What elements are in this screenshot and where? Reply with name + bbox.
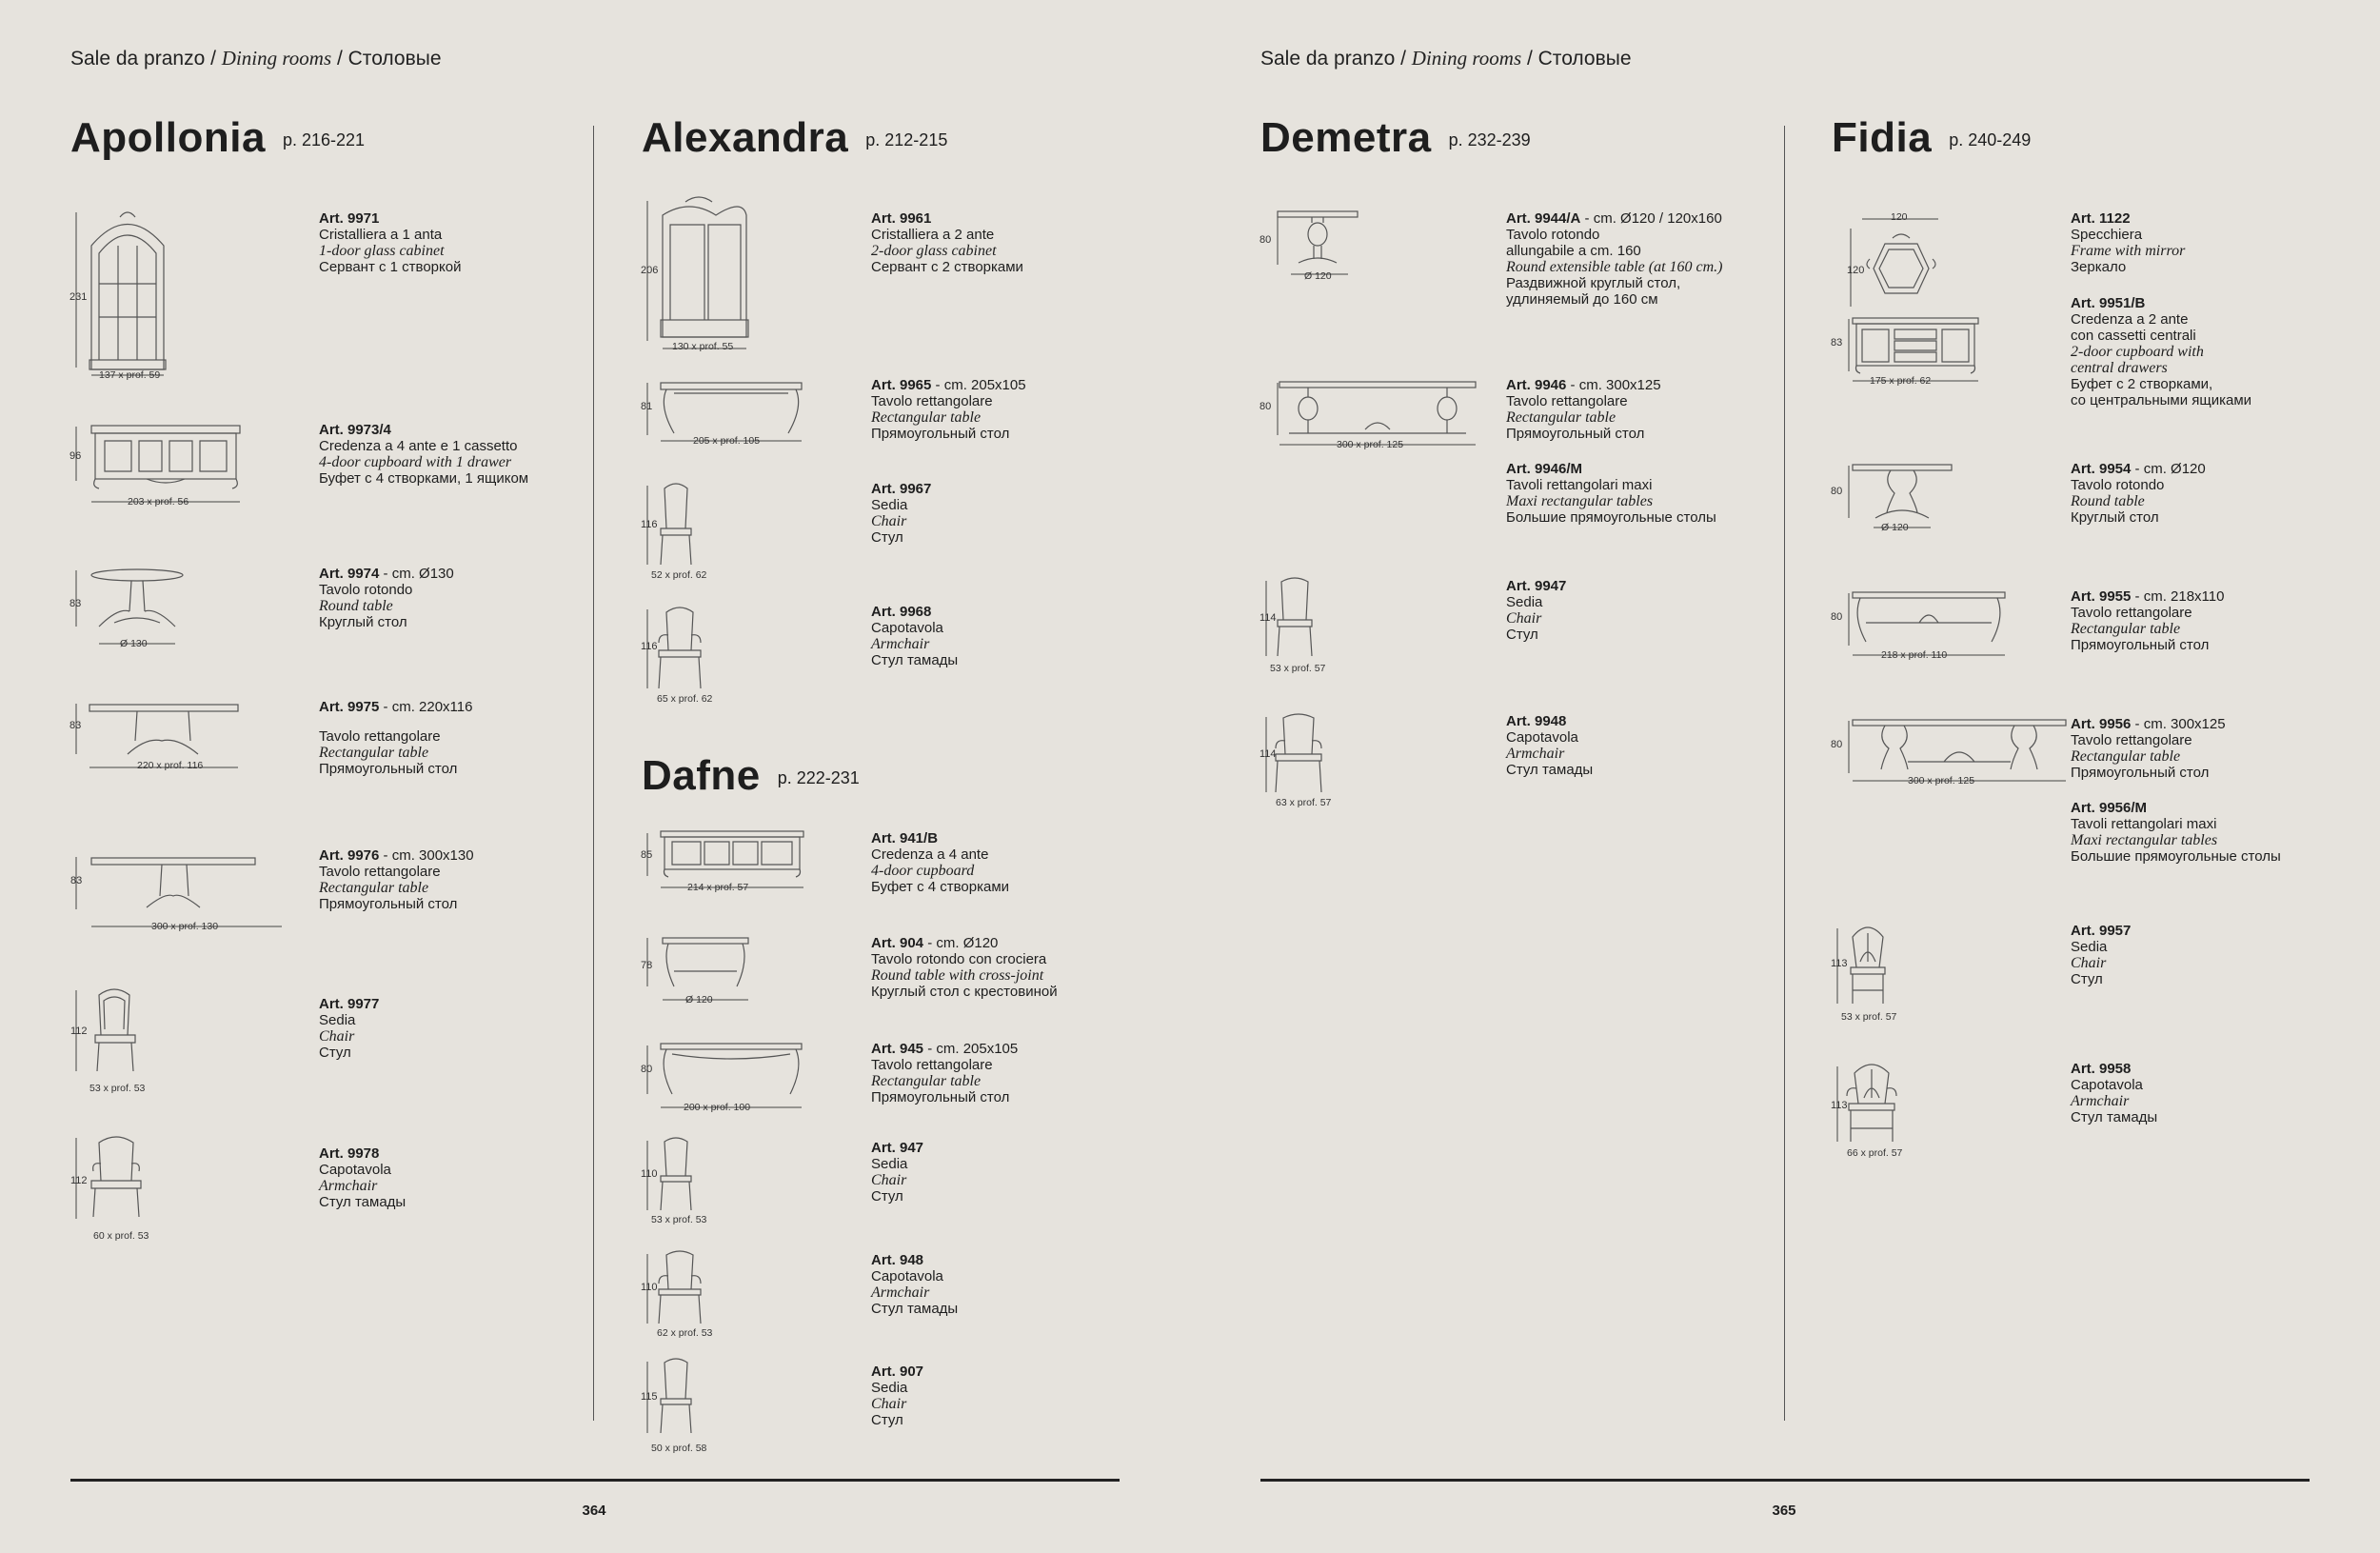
name-russian: Стул тамады	[319, 1194, 407, 1210]
dimension-value: 53 x prof. 53	[651, 1214, 707, 1225]
height-value: 115	[641, 1391, 658, 1403]
article-number: Art. 9965 - cm. 205x105	[871, 377, 1026, 393]
desc-art-9961	[871, 210, 1023, 275]
desc-art-9957	[2071, 923, 2131, 987]
mirror-drawing	[1832, 209, 1965, 314]
page-number-right: 365	[1772, 1503, 1796, 1519]
name-italian: Tavolo rettangolare	[319, 864, 441, 880]
running-header-left: Sale da pranzo / Dining rooms / Столовые	[70, 47, 442, 70]
name-russian: Большие прямоугольные столы	[2071, 848, 2281, 865]
desc-art-9975	[319, 699, 472, 777]
dimension-value: 62 x prof. 53	[657, 1327, 713, 1339]
dimension-value: 137 x prof. 59	[99, 369, 161, 381]
round-table-drawing	[642, 933, 794, 1009]
name-russian-2: со центральными ящиками	[2071, 392, 2252, 408]
running-header-right: Sale da pranzo / Dining rooms / Столовые	[1260, 47, 1632, 70]
name-english: Armchair	[871, 636, 930, 652]
name-english: Chair	[871, 1172, 907, 1188]
collection-pages: p. 212-215	[865, 130, 948, 149]
name-russian: Прямоугольный стол	[2071, 637, 2210, 653]
name-russian: Круглый стол	[319, 614, 407, 630]
name-english: Frame with mirror	[2071, 243, 2186, 259]
name-russian: Большие прямоугольные столы	[1506, 509, 1716, 526]
article-number: Art. 948	[871, 1252, 924, 1268]
name-russian: Сервант с 2 створками	[871, 259, 1023, 275]
article-number: Art. 9956/M	[2071, 800, 2148, 816]
name-italian: Tavolo rettangolare	[2071, 605, 2192, 621]
collection-name: Fidia	[1832, 114, 1933, 161]
name-english: Armchair	[2071, 1093, 2130, 1109]
desc-art-945	[871, 1041, 1018, 1105]
height-value: 116	[641, 519, 658, 530]
dimension-value: 53 x prof. 57	[1270, 663, 1326, 674]
article-number: Art. 1122	[2071, 210, 2131, 227]
name-english: Rectangular table	[871, 1073, 982, 1089]
desc-art-9951b	[2071, 295, 2251, 408]
dimension-value: 60 x prof. 53	[93, 1230, 149, 1242]
article-number: Art. 904 - cm. Ø120	[871, 935, 999, 951]
height-value: 80	[1831, 739, 1843, 750]
name-english: Rectangular table	[2071, 748, 2181, 765]
name-english: Maxi rectangular tables	[1506, 493, 1654, 509]
dimension-value: 52 x prof. 62	[651, 569, 707, 581]
name-english: Rectangular table	[1506, 409, 1616, 426]
dimension-value: Ø 130	[120, 638, 148, 649]
article-number: Art. 9978	[319, 1145, 380, 1162]
name-italian: Cristalliera a 2 ante	[871, 227, 995, 243]
armchair-drawing	[642, 605, 737, 700]
height-value: 80	[1259, 401, 1272, 412]
dimension-value: 300 x prof. 130	[151, 921, 219, 932]
dimension-value: Ø 120	[1304, 270, 1332, 282]
name-russian: Прямоугольный стол	[871, 426, 1010, 442]
collection-heading-demetra	[1260, 114, 1531, 162]
name-english: Round table	[319, 598, 393, 614]
desc-art-9947	[1506, 578, 1566, 643]
name-italian-2: allungabile a cm. 160	[1506, 243, 1641, 259]
dimension-value: 218 x prof. 110	[1881, 649, 1948, 661]
name-italian: Tavolo rettangolare	[319, 728, 441, 745]
article-number: Art. 9946 - cm. 300x125	[1506, 377, 1661, 393]
dimension-value: 65 x prof. 62	[657, 693, 713, 705]
footer-rule-right	[1260, 1479, 2310, 1482]
desc-art-9971	[319, 210, 461, 275]
collection-pages: p. 222-231	[777, 768, 860, 787]
desc-art-9954	[2071, 461, 2206, 526]
name-russian: Стул	[319, 1045, 351, 1061]
desc-art-9948	[1506, 713, 1593, 778]
round-table-drawing	[1260, 208, 1451, 284]
height-value: 96	[69, 450, 82, 462]
height-value: 112	[70, 1175, 88, 1186]
dimension-value: 203 x prof. 56	[128, 496, 189, 508]
name-italian: Tavoli rettangolari maxi	[1506, 477, 1653, 493]
name-russian: Круглый стол с крестовиной	[871, 984, 1058, 1000]
name-russian: Стул тамады	[1506, 762, 1594, 778]
article-size: - cm. 300x130	[379, 847, 474, 864]
desc-art-9968	[871, 604, 958, 668]
height-value: 81	[641, 401, 653, 412]
desc-art-9976	[319, 847, 474, 912]
chair-drawing	[1260, 576, 1356, 671]
height-value: 114	[1259, 748, 1277, 760]
desc-art-1122	[2071, 210, 2185, 275]
name-english: 1-door glass cabinet	[319, 243, 445, 259]
height-value: 78	[641, 960, 653, 971]
dimension-value: 300 x prof. 125	[1337, 439, 1404, 450]
name-english: Rectangular table	[2071, 621, 2181, 637]
desc-art-9958	[2071, 1061, 2157, 1125]
name-italian: Capotavola	[1506, 729, 1578, 746]
desc-art-941b	[871, 830, 1009, 895]
name-english: Chair	[1506, 610, 1542, 627]
name-english: Armchair	[319, 1178, 378, 1194]
name-italian: Capotavola	[871, 620, 943, 636]
article-number: Art. 9967	[871, 481, 932, 497]
name-italian: Capotavola	[2071, 1077, 2143, 1093]
long-table-drawing	[70, 852, 299, 928]
height-value: 83	[69, 598, 82, 609]
article-number: Art. 9951/B	[2071, 295, 2146, 311]
article-number: Art. 9948	[1506, 713, 1567, 729]
collection-pages: p. 232-239	[1448, 130, 1531, 149]
height-value: 83	[69, 720, 82, 731]
name-english: Chair	[871, 513, 907, 529]
name-russian: Прямоугольный стол	[319, 761, 458, 777]
dimension-value: 205 x prof. 105	[693, 435, 761, 447]
height-value: 110	[641, 1282, 658, 1293]
name-italian: Tavolo rettangolare	[2071, 732, 2192, 748]
desc-art-948	[871, 1252, 958, 1317]
height-value: 114	[1259, 612, 1277, 624]
dimension-value: 53 x prof. 53	[89, 1083, 146, 1094]
name-russian: Стул тамады	[2071, 1109, 2158, 1125]
article-number: Art. 9974 - cm. Ø130	[319, 566, 454, 582]
desc-art-9946	[1506, 377, 1661, 442]
footer-rule-left	[70, 1479, 1120, 1482]
page-number-left: 364	[582, 1503, 606, 1519]
article-size: - cm. 218x110	[2131, 588, 2225, 605]
name-english: Round extensible table (at 160 cm.)	[1506, 259, 1723, 275]
name-russian: Прямоугольный стол	[2071, 765, 2210, 781]
name-russian: Стул	[871, 1412, 903, 1428]
desc-art-9973-4	[319, 422, 528, 487]
article-number: Art. 9975 - cm. 220x116	[319, 699, 473, 715]
collection-heading-dafne	[642, 752, 860, 800]
height-value: 80	[1831, 611, 1843, 623]
article-size: - cm. 220x116	[379, 699, 473, 715]
article-number: Art. 9971	[319, 210, 380, 227]
name-italian: Credenza a 2 ante	[2071, 311, 2189, 328]
dimension-value: 50 x prof. 58	[651, 1443, 707, 1454]
article-number: Art. 9976 - cm. 300x130	[319, 847, 474, 864]
collection-pages: p. 216-221	[282, 130, 366, 149]
name-russian: Стул	[1506, 627, 1538, 643]
desc-art-9955	[2071, 588, 2224, 653]
round-table-drawing	[70, 566, 261, 651]
name-italian-2: con cassetti centrali	[2071, 328, 2196, 344]
name-italian: Specchiera	[2071, 227, 2143, 243]
article-number: Art. 907	[871, 1364, 924, 1380]
height-value: 120	[1847, 265, 1865, 276]
article-number: Art. 9946/M	[1506, 461, 1583, 477]
article-size: - cm. 205x105	[923, 1041, 1019, 1057]
name-english: Chair	[871, 1396, 907, 1412]
name-english-2: central drawers	[2071, 360, 2168, 376]
name-russian-2: удлиняемый до 160 см	[1506, 291, 1658, 308]
desc-art-904	[871, 935, 1058, 1000]
desc-art-9974	[319, 566, 454, 630]
article-size: - cm. Ø120	[923, 935, 999, 951]
article-size: - cm. 300x125	[2131, 716, 2226, 732]
article-number: Art. 9957	[2071, 923, 2132, 939]
dimension-value: 300 x prof. 125	[1908, 775, 1975, 786]
collection-name: Dafne	[642, 752, 761, 799]
name-russian: Буфет с 4 створками	[871, 879, 1010, 895]
name-italian: Credenza a 4 ante	[871, 846, 989, 863]
name-italian: Tavoli rettangolari maxi	[2071, 816, 2217, 832]
dimension-value: Ø 120	[1881, 522, 1909, 533]
height-value: 80	[1831, 486, 1843, 497]
article-number: Art. 9977	[319, 996, 380, 1012]
name-english: 2-door glass cabinet	[871, 243, 997, 259]
chair-drawing	[1832, 924, 1927, 1019]
dimension-value: 175 x prof. 62	[1870, 375, 1932, 387]
height-value: 113	[1831, 958, 1848, 969]
name-italian: Sedia	[871, 497, 908, 513]
article-size: - cm. 205x105	[931, 377, 1026, 393]
height-value: 113	[1831, 1100, 1848, 1111]
cabinet-drawing	[70, 208, 261, 379]
height-value: 112	[70, 1025, 88, 1037]
name-italian: Tavolo rotondo	[319, 582, 413, 598]
name-italian: Cristalliera a 1 anta	[319, 227, 443, 243]
desc-art-9977	[319, 996, 379, 1061]
name-russian: Прямоугольный стол	[1506, 426, 1645, 442]
height-value: 83	[70, 875, 83, 886]
collection-name: Demetra	[1260, 114, 1432, 161]
article-number: Art. 9973/4	[319, 422, 391, 438]
name-italian: Sedia	[319, 1012, 356, 1028]
name-russian: Прямоугольный стол	[319, 896, 458, 912]
name-italian: Tavolo rotondo	[2071, 477, 2165, 493]
dimension-value: 214 x prof. 57	[687, 882, 749, 893]
collection-pages: p. 240-249	[1949, 130, 2032, 149]
name-english: 2-door cupboard with	[2071, 344, 2204, 360]
name-italian: Tavolo rotondo con crociera	[871, 951, 1047, 967]
name-english: Maxi rectangular tables	[2071, 832, 2218, 848]
dimension-value: 63 x prof. 57	[1276, 797, 1332, 808]
name-russian: Прямоугольный стол	[871, 1089, 1010, 1105]
name-italian: Sedia	[871, 1380, 908, 1396]
name-italian: Capotavola	[871, 1268, 943, 1284]
name-italian: Tavolo rettangolare	[871, 1057, 993, 1073]
sideboard-drawing	[70, 422, 261, 508]
dimension-value: 220 x prof. 116	[137, 760, 204, 771]
article-number: Art. 9968	[871, 604, 932, 620]
desc-art-9967	[871, 481, 931, 546]
height-value: 83	[1831, 337, 1843, 348]
name-italian: Capotavola	[319, 1162, 391, 1178]
desc-art-9978	[319, 1145, 406, 1210]
article-size: - cm. 300x125	[1566, 377, 1661, 393]
name-english: Round table with cross-joint	[871, 967, 1044, 984]
name-italian: Credenza a 4 ante e 1 cassetto	[319, 438, 518, 454]
dimension-value: 53 x prof. 57	[1841, 1011, 1897, 1023]
name-russian: Стул тамады	[871, 652, 959, 668]
height-value: 80	[1259, 234, 1272, 246]
name-english: 4-door cupboard with 1 drawer	[319, 454, 512, 470]
article-number: Art. 947	[871, 1140, 924, 1156]
article-number: Art. 9954 - cm. Ø120	[2071, 461, 2206, 477]
article-number: Art. 9961	[871, 210, 932, 227]
name-english: Round table	[2071, 493, 2145, 509]
desc-art-9944a	[1506, 210, 1723, 308]
cabinet-drawing	[642, 196, 794, 358]
height-value: 206	[641, 265, 659, 276]
armchair-drawing	[70, 1133, 185, 1238]
collection-heading-alexandra	[642, 114, 947, 162]
height-value: 110	[641, 1168, 658, 1180]
name-russian: Стул	[2071, 971, 2103, 987]
name-english: 4-door cupboard	[871, 863, 975, 879]
desc-art-947	[871, 1140, 923, 1205]
collection-name: Apollonia	[70, 114, 266, 161]
name-english: Armchair	[1506, 746, 1565, 762]
dimension-value: 200 x prof. 100	[684, 1102, 751, 1113]
name-italian: Sedia	[2071, 939, 2108, 955]
dimension-value: Ø 120	[685, 994, 713, 1005]
height-value: 116	[641, 641, 658, 652]
name-english: Rectangular table	[319, 745, 429, 761]
article-size: - cm. Ø130	[379, 566, 454, 582]
name-italian: Tavolo rettangolare	[1506, 393, 1628, 409]
desc-art-9956m	[2071, 800, 2281, 865]
collection-heading-apollonia	[70, 114, 365, 162]
dimension-value: 66 x prof. 57	[1847, 1147, 1903, 1159]
name-english: Armchair	[871, 1284, 930, 1301]
dimension-value: 130 x prof. 55	[672, 341, 734, 352]
article-number: Art. 9958	[2071, 1061, 2132, 1077]
height-value: 85	[641, 849, 653, 861]
height-value: 80	[641, 1064, 653, 1075]
name-english: Rectangular table	[319, 880, 429, 896]
name-russian: Буфет с 4 створками, 1 ящиком	[319, 470, 529, 487]
name-russian: Круглый стол	[2071, 509, 2159, 526]
column-divider-right	[1784, 126, 1785, 1421]
name-russian: Стул тамады	[871, 1301, 959, 1317]
name-russian: Сервант с 1 створкой	[319, 259, 462, 275]
desc-art-907	[871, 1364, 923, 1428]
name-russian: Стул	[871, 529, 903, 546]
chair-drawing	[70, 986, 185, 1090]
name-italian: Sedia	[871, 1156, 908, 1172]
name-russian: Стул	[871, 1188, 903, 1205]
column-divider-left	[593, 126, 594, 1421]
desc-art-9956	[2071, 716, 2226, 781]
article-number: Art. 945 - cm. 205x105	[871, 1041, 1019, 1057]
width-value: 120	[1891, 211, 1908, 223]
name-italian: Tavolo rettangolare	[871, 393, 993, 409]
article-number: Art. 9947	[1506, 578, 1567, 594]
name-english: Rectangular table	[871, 409, 982, 426]
article-number: Art. 9944/A - cm. Ø120 / 120x160	[1506, 210, 1722, 227]
name-russian: Буфет с 2 створками,	[2071, 376, 2213, 392]
article-number: Art. 9956 - cm. 300x125	[2071, 716, 2226, 732]
desc-art-9946m	[1506, 461, 1716, 526]
name-italian: Tavolo rotondo	[1506, 227, 1600, 243]
name-english: Chair	[319, 1028, 355, 1045]
collection-name: Alexandra	[642, 114, 849, 161]
name-russian: Раздвижной круглый стол,	[1506, 275, 1681, 291]
collection-heading-fidia	[1832, 114, 2031, 162]
armchair-drawing	[1260, 712, 1356, 807]
name-english: Chair	[2071, 955, 2107, 971]
article-size: - cm. Ø120	[2131, 461, 2206, 477]
article-size: - cm. Ø120 / 120x160	[1580, 210, 1722, 227]
article-number: Art. 9955 - cm. 218x110	[2071, 588, 2225, 605]
name-italian: Sedia	[1506, 594, 1543, 610]
height-value: 231	[69, 291, 88, 303]
desc-art-9965	[871, 377, 1026, 442]
name-russian: Зеркало	[2071, 259, 2127, 275]
article-number: Art. 941/B	[871, 830, 939, 846]
